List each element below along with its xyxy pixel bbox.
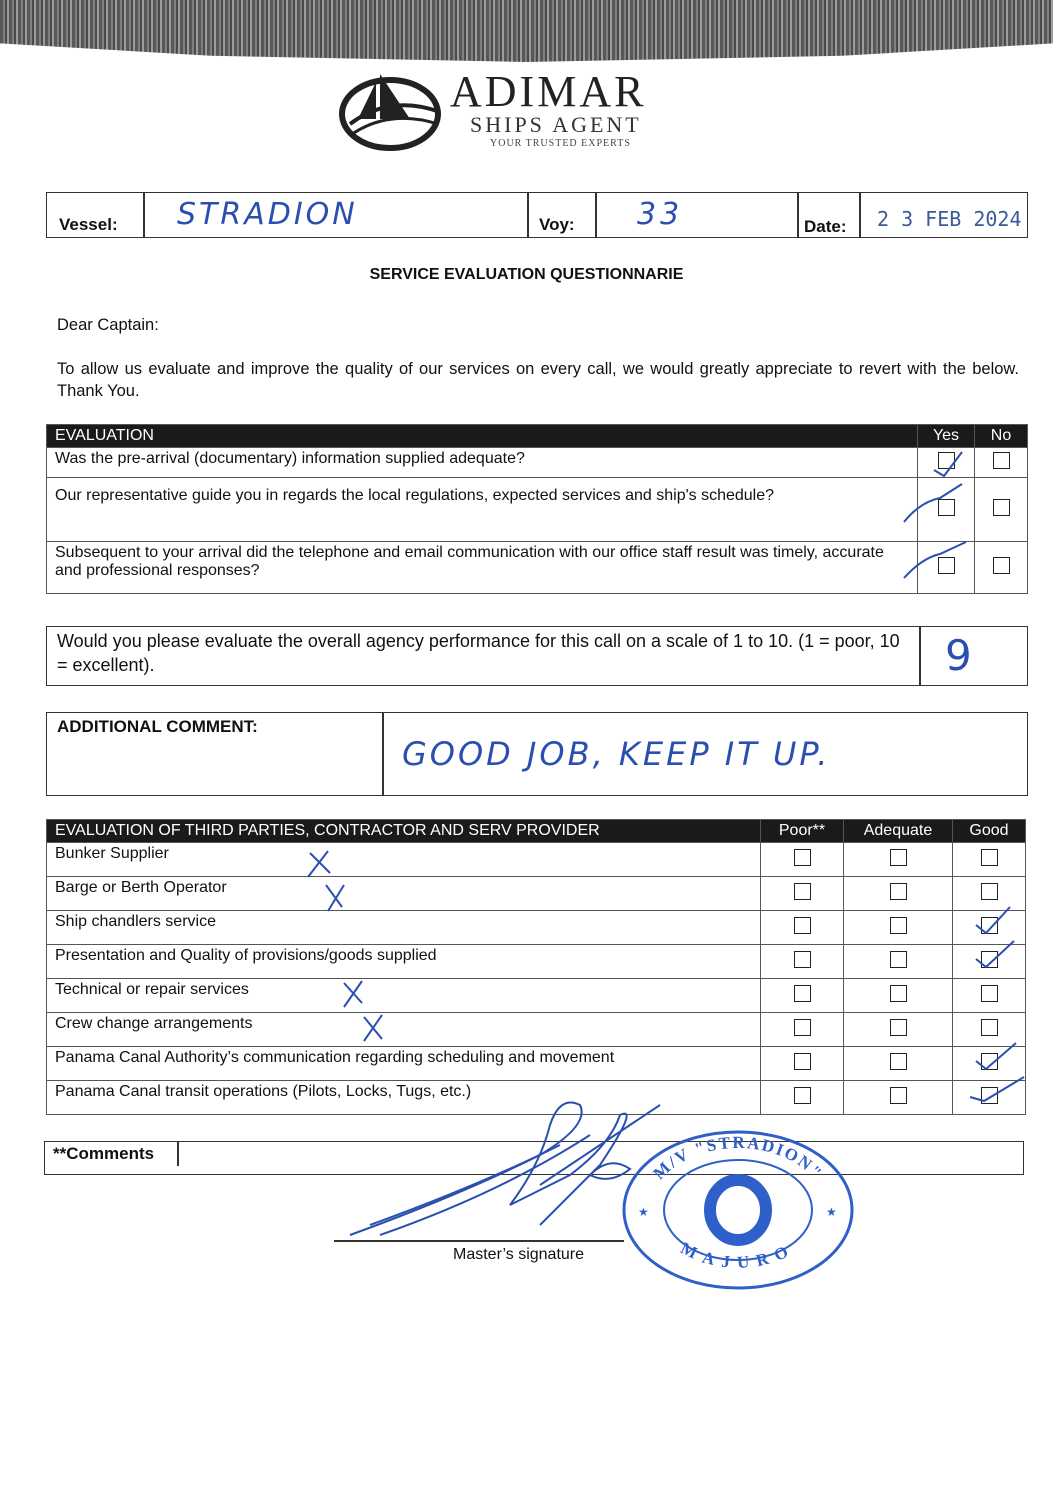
page-title: SERVICE EVALUATION QUESTIONNARIE	[369, 266, 684, 283]
globe-ship-icon	[330, 64, 450, 154]
additional-comment-box	[46, 712, 1028, 796]
svg-text:★: ★	[638, 1205, 649, 1219]
additional-comment-label: ADDITIONAL COMMENT:	[57, 717, 258, 736]
no-checkbox[interactable]	[993, 499, 1010, 516]
adequate-header: Adequate	[844, 820, 953, 843]
date-stamp: 2 3 FEB 2024	[877, 207, 1022, 231]
provider-label: Panama Canal transit operations (Pilots, Locks, Tugs, etc.)	[47, 1081, 761, 1115]
company-logo	[330, 62, 690, 162]
greeting: Dear Captain:	[57, 316, 159, 334]
svg-text:★: ★	[826, 1205, 837, 1219]
date-label: Date:	[804, 217, 847, 236]
signature-label: Master’s signature	[453, 1246, 585, 1263]
yes-tick-marks	[900, 440, 980, 590]
provider-label: Technical or repair services	[47, 979, 761, 1013]
yes-header: Yes	[918, 425, 975, 448]
poor-header: Poor**	[761, 820, 844, 843]
header-band	[0, 0, 1053, 62]
stamp-top-text: M/V "STRADION"	[649, 1132, 827, 1184]
provider-label: Presentation and Quality of provisions/goods supplied	[47, 945, 761, 979]
overall-score-box	[46, 626, 1028, 686]
question-text: Our representative guide you in regards the local regulations, expected services and ship's schedule?	[47, 478, 918, 542]
good-header: Good	[953, 820, 1026, 843]
company-name: ADIMAR	[450, 67, 647, 116]
vessel-label: Vessel:	[59, 215, 118, 234]
no-checkbox[interactable]	[993, 557, 1010, 574]
provider-label: Ship chandlers service	[47, 911, 761, 945]
overall-question: Would you please evaluate the overall agency performance for this call on a scale of 1 to 10. (1 = poor, 10 = excellent).	[57, 631, 900, 675]
third-parties-header: EVALUATION OF THIRD PARTIES, CONTRACTOR AND SERV PROVIDER	[47, 820, 761, 843]
question-text: Subsequent to your arrival did the telephone and email communication with our office staff result was timely, accurate and professional responses?	[47, 542, 918, 594]
voy-value: 33	[637, 197, 684, 232]
provider-label: Bunker Supplier	[47, 843, 761, 877]
intro-paragraph: To allow us evaluate and improve the quality of our services on every call, we would greatly appreciate to revert with the below. Thank You.	[57, 360, 1019, 400]
company-tagline: YOUR TRUSTED EXPERTS	[490, 138, 631, 149]
handwritten-rating-marks	[290, 845, 1030, 1115]
vessel-value: STRADION	[177, 197, 358, 232]
provider-label: Barge or Berth Operator	[47, 877, 761, 911]
stamp-bottom-text: MAJURO	[677, 1238, 799, 1273]
provider-label: Panama Canal Authority’s communication regarding scheduling and movement	[47, 1047, 761, 1081]
provider-label: Crew change arrangements	[47, 1013, 761, 1047]
overall-score: 9	[945, 631, 972, 680]
no-checkbox[interactable]	[993, 452, 1010, 469]
additional-comment-text: GOOD JOB, KEEP IT UP.	[402, 735, 831, 773]
comments-label: **Comments	[53, 1144, 155, 1163]
evaluation-header: EVALUATION	[47, 425, 918, 448]
voy-label: Voy:	[539, 215, 575, 234]
vessel-stamp	[620, 1128, 856, 1292]
question-text: Was the pre-arrival (documentary) information supplied adequate?	[47, 448, 918, 478]
evaluation-table	[46, 424, 1028, 594]
company-subtitle: SHIPS AGENT	[470, 112, 642, 137]
vessel-info-row	[46, 192, 1028, 238]
no-header: No	[975, 425, 1028, 448]
